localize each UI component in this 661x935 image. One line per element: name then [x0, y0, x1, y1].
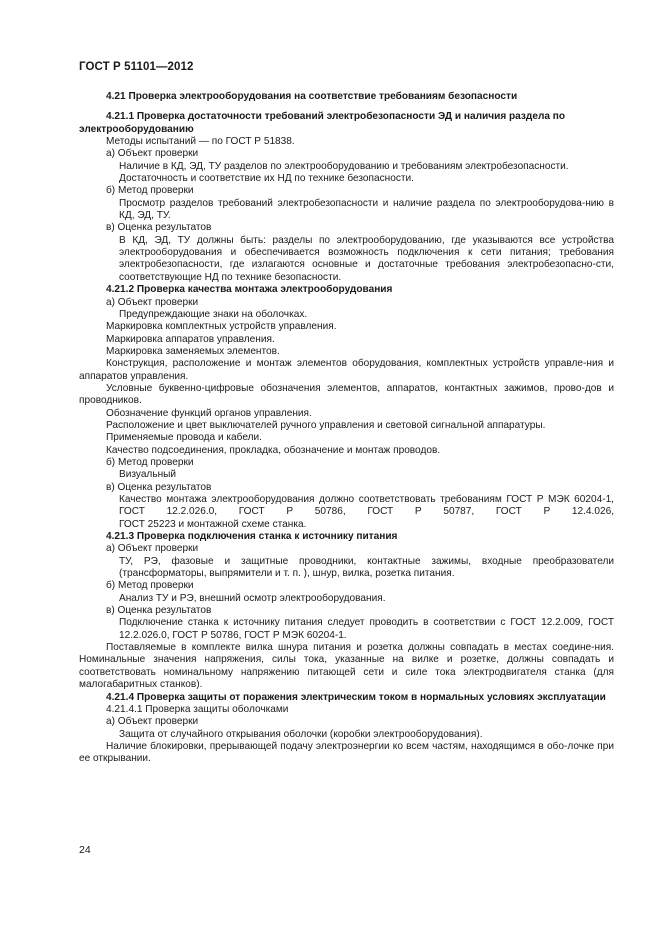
paragraph: Наличие блокировки, прерывающей подачу электроэнергии ко всем частям, находящимся в обо-лочке при ее открывании. — [79, 740, 614, 765]
paragraph: Конструкция, расположение и монтаж элементов оборудования, комплектных устройств управле-ния и аппаратов управления. — [79, 358, 614, 382]
subsection-heading: 4.21.4 Проверка защиты от поражения электрическим током в нормальных условиях эксплуатации — [106, 691, 606, 703]
paragraph: Условные буквенно-цифровые обозначения элементов, аппаратов, контактных зажимов, прово-дов и проводников. — [79, 382, 614, 407]
page-number: 24 — [79, 844, 91, 856]
clause-heading: 4.21.4.1 Проверка защиты оболочками — [106, 703, 289, 715]
paragraph: Качество подсоединения, прокладка, обозначение и монтаж проводов. — [106, 444, 441, 456]
paragraph: В КД, ЭД, ТУ должны быть: разделы по электрооборудованию, где указываются все устройства электрооборудования и обеспечивается возможность подключения к сети питания; требования электробезопасности, где излагаются основные и достаточные требования электробезопасно-сти, соответствующие НД по технике безопасности. — [119, 234, 614, 283]
paragraph: Поставляемые в комплекте вилка шнура питания и розетка должны совпадать в местах соедине-ния. Номинальные значения напряжения, силы тока, указанные на вилке и розетке, должны совпадать и соответствовать номинальному напряжению питающей сети и силе тока электродвигателя станка (для малогабаритных станков). — [79, 642, 614, 691]
paragraph: Методы испытаний — по ГОСТ Р 51838. — [106, 136, 295, 148]
list-label: в) Оценка результатов — [106, 605, 212, 617]
paragraph: Защита от случайного открывания оболочки (коробки электрооборудования). — [119, 728, 483, 740]
list-label: б) Метод проверки — [106, 456, 194, 468]
paragraph: Предупреждающие знаки на оболочках. — [119, 308, 308, 320]
paragraph: ГОСТ 25223 и монтажной схеме станка. — [119, 518, 307, 530]
paragraph: Маркировка аппаратов управления. — [106, 333, 275, 345]
list-label: а) Объект проверки — [106, 543, 199, 555]
paragraph: Визуальный — [119, 469, 177, 481]
section-heading: 4.21 Проверка электрооборудования на соответствие требованиям безопасности — [106, 91, 518, 102]
list-label: в) Оценка результатов — [106, 222, 212, 234]
paragraph: Наличие в КД, ЭД, ТУ разделов по электрооборудованию и требованиям электробезопасности. — [119, 160, 569, 172]
paragraph: Достаточность и соответствие их НД по технике безопасности. — [119, 173, 414, 185]
subsection-heading: 4.21.3 Проверка подключения станка к источнику питания — [106, 531, 398, 543]
list-label: в) Оценка результатов — [106, 481, 212, 493]
list-label: б) Метод проверки — [106, 580, 194, 592]
list-label: а) Объект проверки — [106, 716, 199, 728]
subsection-heading: 4.21.2 Проверка качества монтажа электрооборудования — [106, 284, 393, 296]
paragraph: Маркировка заменяемых элементов. — [106, 345, 280, 357]
paragraph: Применяемые провода и кабели. — [106, 432, 262, 444]
list-label: а) Объект проверки — [106, 148, 199, 160]
paragraph: Подключение станка к источнику питания следует проводить в соответствии с ГОСТ 12.2.009, ГОСТ 12.2.026.0, ГОСТ Р 50786, ГОСТ Р МЭК 60204-1. — [119, 617, 614, 641]
paragraph: Просмотр разделов требований электробезопасности и наличие раздела по электрооборудова-нию в КД, ЭД, ТУ. — [119, 197, 614, 222]
list-label: а) Объект проверки — [106, 296, 199, 308]
subsection-heading: 4.21.1 Проверка достаточности требований электробезопасности ЭД и наличия раздела по электрооборудованию — [79, 111, 566, 135]
document-body — [79, 91, 614, 766]
paragraph: Анализ ТУ и РЭ, внешний осмотр электрооборудования. — [119, 592, 386, 604]
paragraph: Расположение и цвет выключателей ручного управления и световой сигнальной аппаратуры. — [106, 419, 546, 431]
document-header: ГОСТ Р 51101—2012 — [79, 61, 194, 73]
paragraph: Качество монтажа электрооборудования должно соответствовать требованиям ГОСТ Р МЭК 60204-1, ГОСТ 12.2.026.0, ГОСТ Р 50786, ГОСТ Р 50787, ГОСТ Р 12.4.026, — [119, 494, 614, 518]
paragraph: ТУ, РЭ, фазовые и защитные проводники, контактные зажимы, входные преобразователи (трансформаторы, выпрямители и т. п. ), шнур, вилка, розетка питания. — [119, 555, 614, 580]
paragraph: Обозначение функций органов управления. — [106, 407, 312, 419]
list-label: б) Метод проверки — [106, 185, 194, 197]
paragraph: Маркировка комплектных устройств управления. — [106, 321, 337, 333]
